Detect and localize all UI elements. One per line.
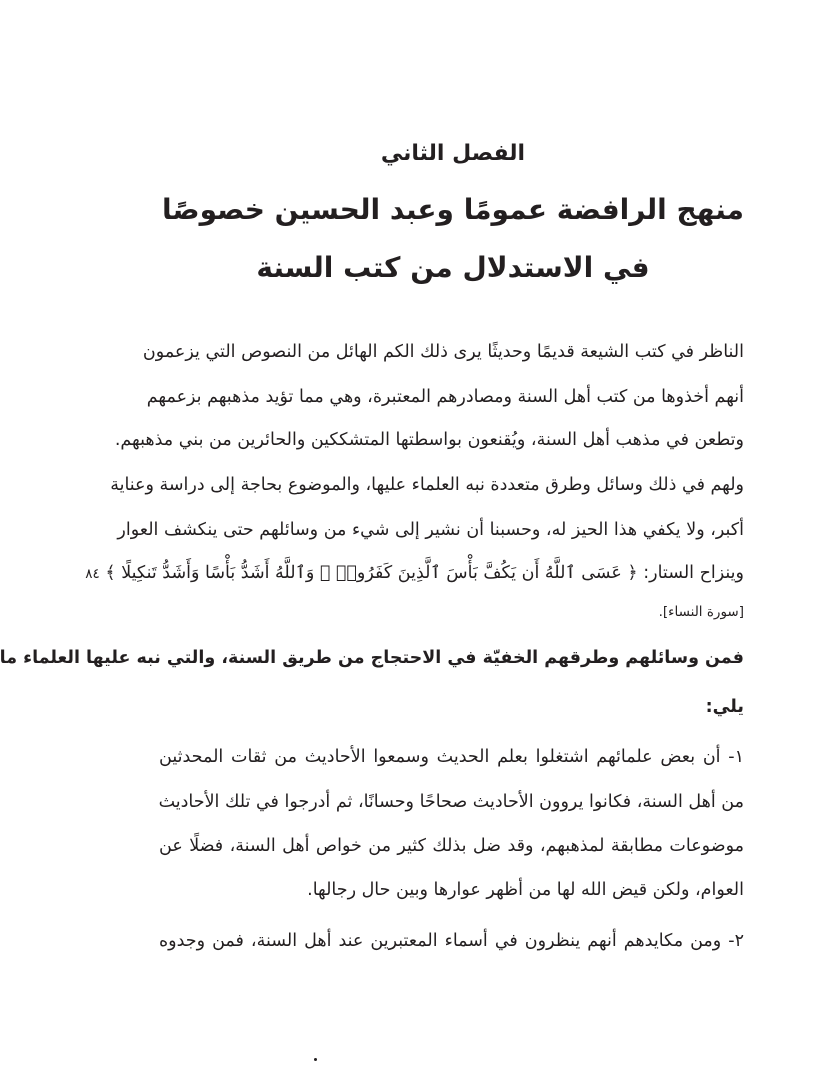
verse-prefix: وينزاح الستار: [637,563,744,583]
paragraph-line: ولهم في ذلك وسائل وطرق متعددة نبه العلماء عليها، والموضوع بحاجة إلى دراسة وعناية [110,475,744,495]
list-item-line: من أهل السنة، فكانوا يروون الأحاديث صحاحًا وحسانًا، ثم أدرجوا في تلك الأحاديث [158,792,744,812]
quran-verse: ﴿ عَسَى ٱللَّهُ أَن يَكُفَّ بَأْسَ ٱلَّذِينَ كَفَرُوا۟ ۚ وَٱللَّهُ أَشَدُّ بَأْسًا وَأَشَدُّ تَنكِيلًا ﴾ [105,563,638,583]
paragraph-line: أكبر، ولا يكفي هذا الحيز له، وحسبنا أن نشير إلى شيء من وسائلهم حتى ينكشف العوار [117,520,744,540]
page-dot [314,1058,317,1061]
chapter-title-line-2: في الاستدلال من كتب السنة [256,251,650,284]
quran-verse-line [85,558,744,589]
list-item-line: ١- أن بعض علمائهم اشتغلوا بعلم الحديث وسمعوا الأحاديث من ثقات المحدثين [159,747,744,767]
paragraph-line: فمن وسائلهم وطرقهم الخفيّة في الاحتجاج من طريق السنة، والتي نبه عليها العلماء ما [0,648,744,668]
paragraph-line: الناظر في كتب الشيعة قديمًا وحديثًا يرى ذلك الكم الهائل من النصوص التي يزعمون [142,342,744,362]
paragraph-line: وتطعن في مذهب أهل السنة، ويُقنعون بواسطتها المتشككين والحائرين من بني مذهبهم. [114,430,744,450]
chapter-title-line-1: منهج الرافضة عمومًا وعبد الحسين خصوصًا [162,193,744,226]
surah-reference: [سورة النساء]. [658,604,744,620]
list-item-line: العوام، ولكن قيض الله لها من أظهر عوارها وبين حال رجالها. [307,880,744,900]
ayah-number: ٨٤ [85,566,100,582]
paragraph-line: أنهم أخذوها من كتب أهل السنة ومصادرهم المعتبرة، وهي مما تؤيد مذهبهم بزعمهم [146,387,744,407]
chapter-label: الفصل الثاني [380,141,526,166]
list-item-line: موضوعات مطابقة لمذهبهم، وقد ضل بذلك كثير من خواص أهل السنة، فضلًا عن [159,836,744,856]
list-item-line: ٢- ومن مكايدهم أنهم ينظرون في أسماء المعتبرين عند أهل السنة، فمن وجدوه [159,931,744,951]
paragraph-line: يلي: [705,697,744,717]
